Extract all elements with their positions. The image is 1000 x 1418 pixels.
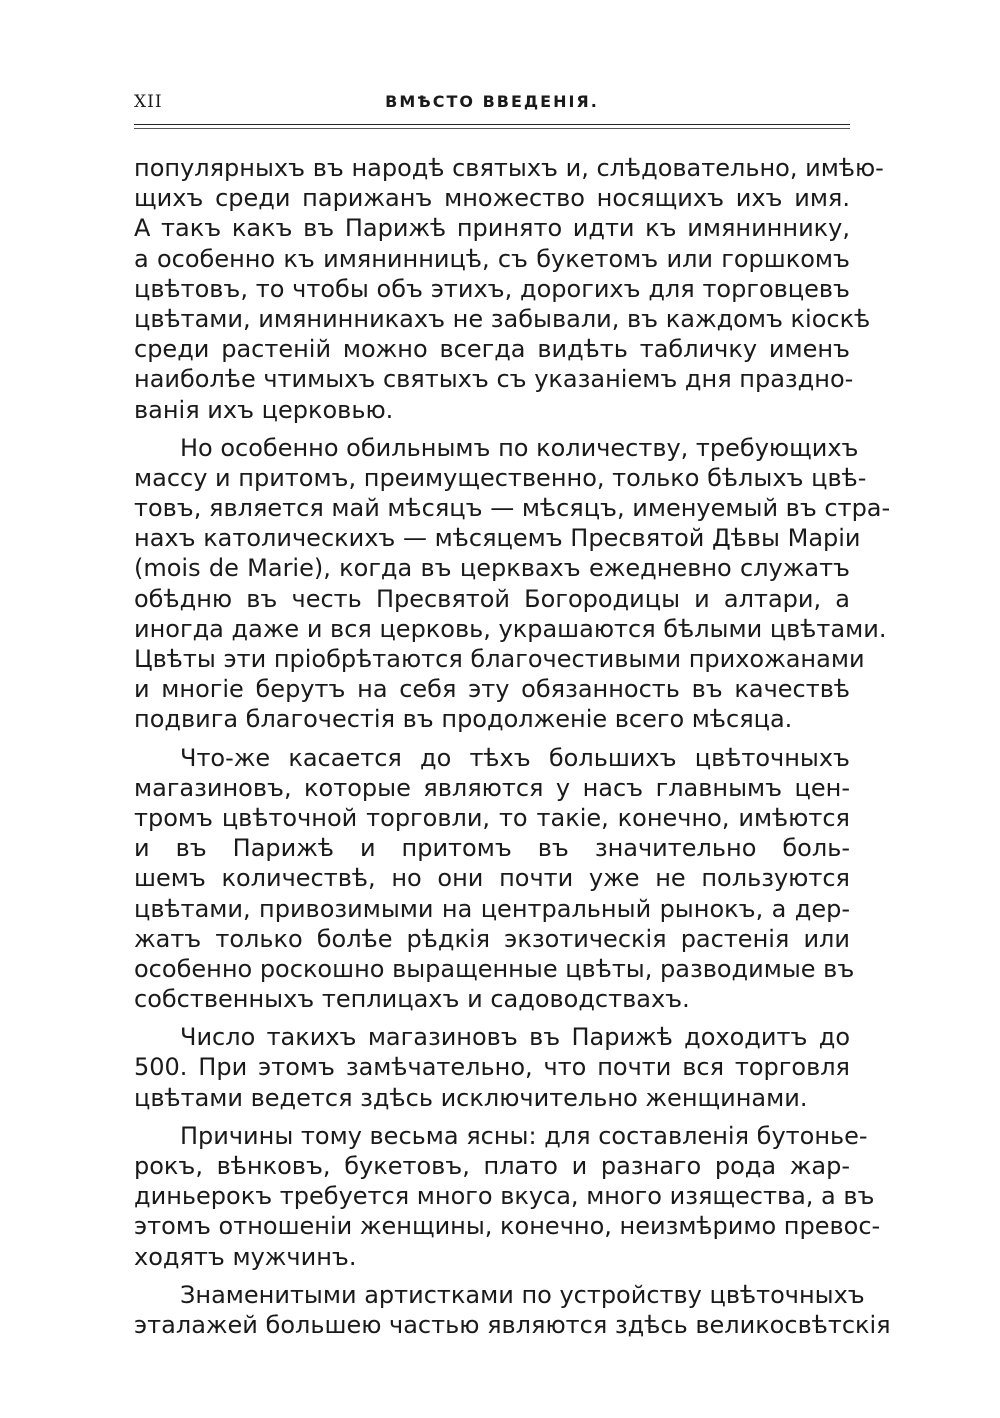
text-line: Что-же касается до тѣхъ большихъ цвѣточныхъ	[180, 743, 850, 772]
paragraph-gap	[134, 1113, 850, 1121]
text-line: среди растеній можно всегда видѣть табличку именъ	[134, 335, 850, 364]
text-line: этомъ отношеніи женщины, конечно, неизмѣримо превос-	[134, 1212, 881, 1241]
paragraph-gap	[134, 425, 850, 433]
text-line: и въ Парижѣ и притомъ въ значительно боль-	[134, 834, 850, 863]
text-line: Но особенно обильнымъ по количеству, требующихъ	[180, 433, 859, 462]
running-head: ВМѢСТО ВВЕДЕНІЯ.	[385, 92, 599, 111]
text-line: Знаменитыми артистками по устройству цвѣточныхъ	[180, 1280, 865, 1309]
text-line: и многіе берутъ на себя эту обязанность въ качествѣ	[134, 675, 850, 704]
text-line: эталажей большею частью являются здѣсь великосвѣтскія	[134, 1310, 891, 1339]
text-line: наиболѣе чтимыхъ святыхъ съ указаніемъ дня праздно-	[134, 365, 854, 394]
header-rule	[134, 124, 850, 125]
page-number: XII	[134, 92, 163, 112]
text-line: цвѣтовъ, то чтобы объ этихъ, дорогихъ для торговцевъ	[134, 274, 850, 303]
text-line: ходятъ мужчинъ.	[134, 1242, 357, 1271]
text-line: массу и притомъ, преимущественно, только бѣлыхъ цвѣ-	[134, 463, 867, 492]
text-line: Цвѣты эти пріобрѣтаются благочестивыми прихожанами	[134, 645, 865, 673]
text-line: цвѣтами ведется здѣсь исключительно женщинами.	[134, 1083, 808, 1112]
paragraph-gap	[134, 1272, 850, 1280]
paragraph	[134, 1022, 850, 1113]
text-line: магазиновъ, которые являются у насъ главнымъ цен-	[134, 773, 850, 802]
text-line: щихъ среди парижанъ множество носящихъ ихъ имя.	[134, 184, 850, 213]
text-line: шемъ количествѣ, но они почти уже не пользуются	[134, 864, 850, 893]
text-line: подвига благочестія въ продолженіе всего мѣсяца.	[134, 705, 793, 734]
paragraph	[134, 153, 884, 425]
text-line: диньерокъ требуется много вкуса, много изящества, а въ	[134, 1182, 875, 1211]
text-line: 500. При этомъ замѣчательно, что почти вся торговля	[134, 1053, 850, 1082]
body-text	[134, 153, 891, 1340]
text-line: цвѣтами, привозимыми на центральный рынокъ, а дер-	[134, 894, 850, 923]
text-line: рокъ, вѣнковъ, букетовъ, плато и разнаго рода жар-	[134, 1152, 850, 1180]
paragraph	[134, 1280, 891, 1340]
header-rule-thin	[134, 128, 850, 129]
page-header	[134, 92, 850, 118]
text-line: обѣдню въ честь Пресвятой Богородицы и алтари, а	[134, 584, 850, 613]
paragraph-gap	[134, 735, 850, 743]
text-line: цвѣтами, имянинникахъ не забывали, въ каждомъ кіоскѣ	[134, 304, 871, 333]
text-line: товъ, является май мѣсяцъ — мѣсяцъ, именуемый въ стра-	[134, 494, 891, 523]
text-line: а особенно къ имянинницѣ, съ букетомъ или горшкомъ	[134, 244, 850, 273]
text-line: ванія ихъ церковью.	[134, 395, 394, 424]
text-line: популярныхъ въ народѣ святыхъ и, слѣдовательно, имѣю-	[134, 154, 884, 182]
paragraph	[134, 1121, 881, 1272]
text-line: особенно роскошно выращенные цвѣты, разводимые въ	[134, 954, 855, 983]
text-line: нахъ католическихъ — мѣсяцемъ Пресвятой Дѣвы Маріи	[134, 524, 861, 553]
paragraph	[134, 743, 855, 1015]
text-line: жатъ только болѣе рѣдкія экзотическія растенія или	[134, 924, 850, 953]
paragraph	[134, 433, 891, 735]
text-line: иногда даже и вся церковь, украшаются бѣлыми цвѣтами.	[134, 614, 887, 643]
text-line: тромъ цвѣточной торговли, то такіе, конечно, имѣются	[134, 803, 850, 832]
text-line: А такъ какъ въ Парижѣ принято идти къ имяниннику,	[134, 214, 850, 243]
text-line: собственныхъ теплицахъ и садоводствахъ.	[134, 985, 690, 1014]
text-line: (mois de Marie), когда въ церквахъ ежедневно служатъ	[134, 554, 850, 583]
text-line: Число такихъ магазиновъ въ Парижѣ доходитъ до	[180, 1023, 850, 1052]
paragraph-gap	[134, 1014, 850, 1022]
text-line: Причины тому весьма ясны: для составленія бутонье-	[180, 1121, 868, 1150]
